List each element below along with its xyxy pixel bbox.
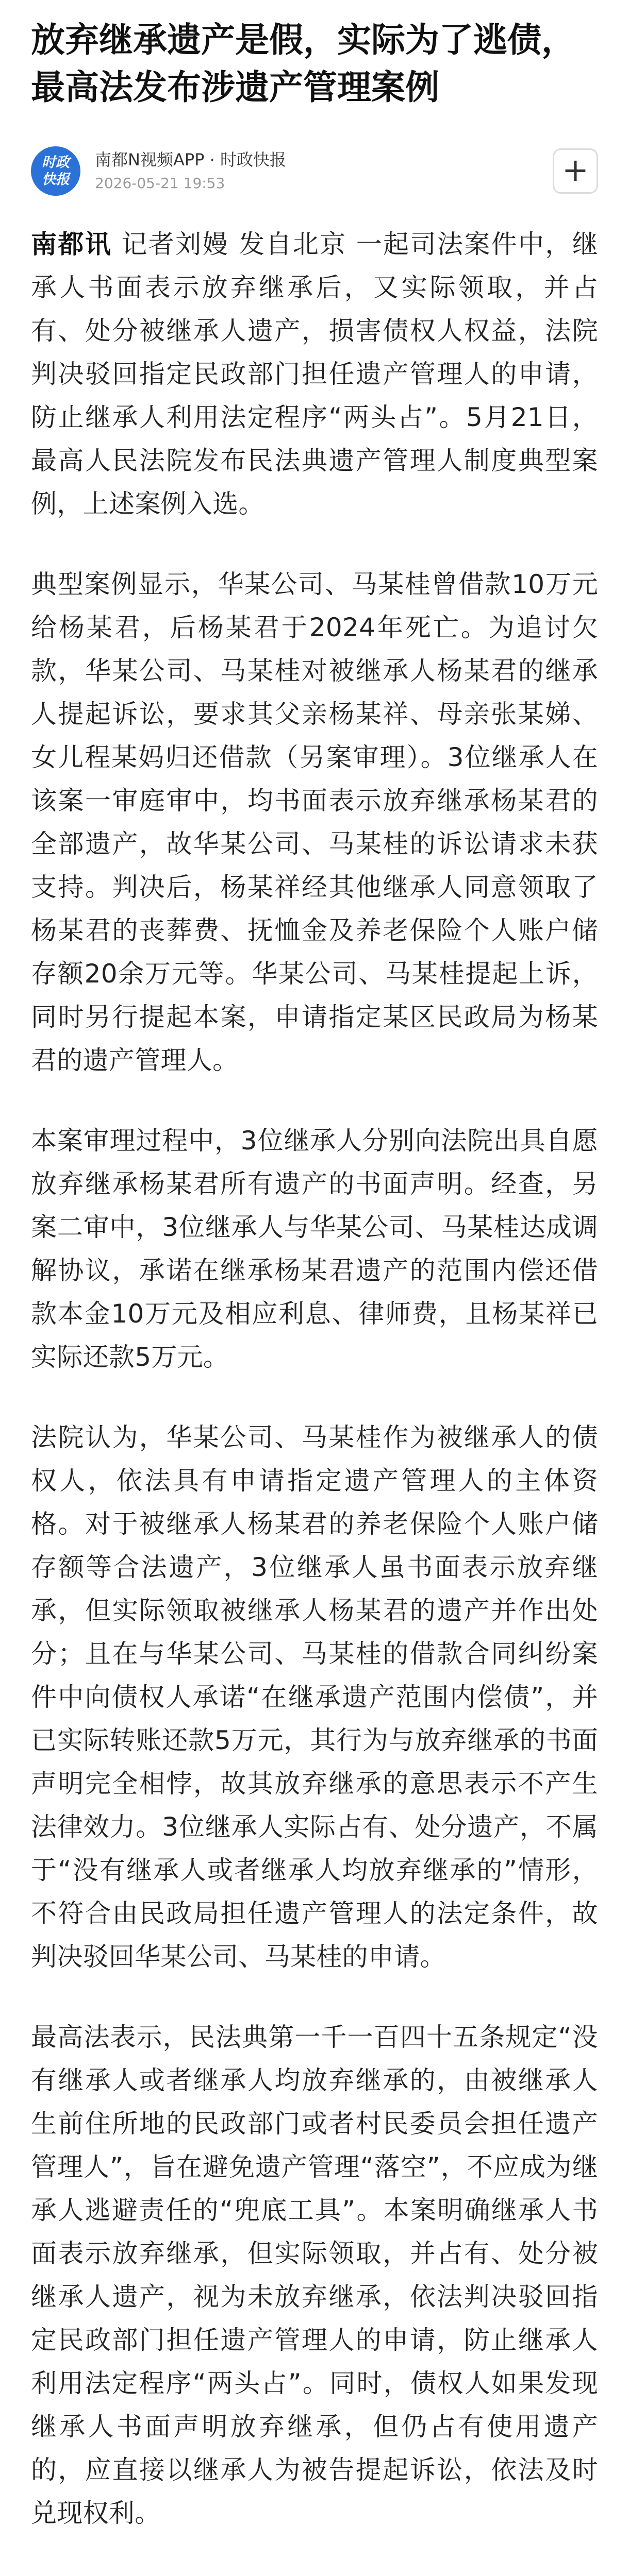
paragraph-text: 记者刘嫚 发自北京 一起司法案件中，继承人书面表示放弃继承后，又实际领取，并占有、处分被继承人遗产，损害债权人权益，法院判决驳回指定民政部门担任遗产管理人的申请，防止继承人利用法定程序“两头占”。5月21日，最高人民法院发布民法典遗产管理人制度典型案例，上述案例入选。 (31, 229, 598, 519)
follow-plus-button[interactable] (553, 148, 598, 194)
plus-icon: + (562, 151, 589, 189)
article-paragraph-5: 最高法表示，民法典第一千一百四十五条规定“没有继承人或者继承人均放弃继承的，由被继承人生前住所地的民政部门或者村民委员会担任遗产管理人”，旨在避免遗产管理“落空”，不应成为继承人逃避责任的“兜底工具”。本案明确继承人书面表示放弃继承，但实际领取，并占有、处分被继承人遗产，视为未放弃继承，依法判决驳回指定民政部门担任遗产管理人的申请，防止继承人利用法定程序“两头占”。同时，债权人如果发现继承人书面声明放弃继承，但仍占有使用遗产的，应直接以继承人为被告提起诉讼，依法及时兑现权利。 (31, 2022, 598, 2528)
article-paragraph-4: 法院认为，华某公司、马某桂作为被继承人的债权人，依法具有申请指定遗产管理人的主体资格。对于被继承人杨某君的养老保险个人账户储存额等合法遗产，3位继承人虽书面表示放弃继承，但实际领取被继承人杨某君的遗产并作出处分；且在与华某公司、马某桂的借款合同纠纷案件中向债权人承诺“在继承遗产范围内偿债”，并已实际转账还款5万元，其行为与放弃继承的书面声明完全相悖，故其放弃继承的意思表示不产生法律效力。3位继承人实际占有、处分遗产，不属于“没有继承人或者继承人均放弃继承的”情形，不符合由民政局担任遗产管理人的法定条件，故判决驳回华某公司、马某桂的申请。 (31, 1422, 598, 1972)
article-paragraph-6 (31, 2572, 598, 2576)
lead-tag: 南都讯 (31, 229, 112, 259)
source-logo-line1: 时政 (42, 155, 70, 171)
article-paragraph-3: 本案审理过程中，3位继承人分别向法院出具自愿放弃继承杨某君所有遗产的书面声明。经查，另案二审中，3位继承人与华某公司、马某桂达成调解协议，承诺在继承杨某君遗产的范围内偿还借款本金10万元及相应利息、律师费，且杨某祥已实际还款5万元。 (31, 1126, 598, 1372)
source-logo-line2: 快报 (42, 172, 70, 188)
source-bar (31, 146, 598, 203)
article-body (31, 223, 598, 2576)
source-name[interactable]: 南都N视频APP · 时政快报 (95, 150, 286, 170)
article-paragraph-2: 典型案例显示，华某公司、马某桂曾借款10万元给杨某君，后杨某君于2024年死亡。为追讨欠款，华某公司、马某桂对被继承人杨某君的继承人提起诉讼，要求其父亲杨某祥、母亲张某娣、女儿程某妈归还借款（另案审理）。3位继承人在该案一审庭审中，均书面表示放弃继承杨某君的全部遗产，故华某公司、马某桂的诉讼请求未获支持。判决后，杨某祥经其他继承人同意领取了杨某君的丧葬费、抚恤金及养老保险个人账户储存额20余万元等。华某公司、马某桂提起上诉，同时另行提起本案，申请指定某区民政局为杨某君的遗产管理人。 (31, 569, 598, 1075)
article-title: 放弃继承遗产是假，实际为了逃债，最高法发布涉遗产管理案例 (31, 20, 575, 107)
article-paragraph-1 (31, 223, 598, 526)
publish-date: 2026-05-21 19:53 (95, 175, 225, 192)
source-logo[interactable] (31, 146, 80, 196)
